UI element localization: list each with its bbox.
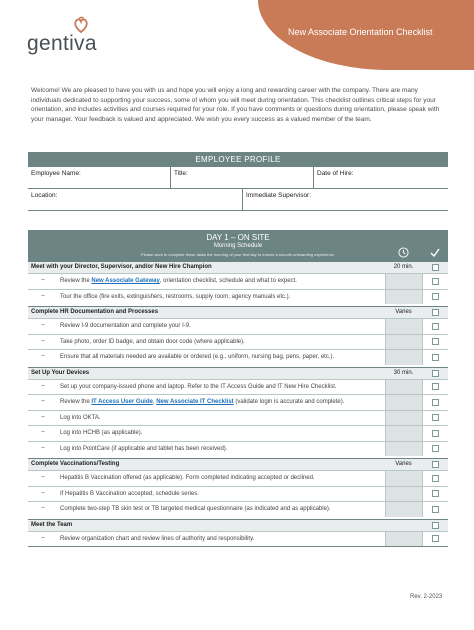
task-row — [28, 410, 448, 426]
task-checkbox[interactable] — [432, 490, 439, 497]
day1-checklist — [28, 230, 448, 547]
task-checkbox-cell — [422, 290, 448, 305]
task-text-part: , — [152, 399, 157, 405]
task-bullet: – — [41, 292, 45, 299]
task-checkbox-cell — [422, 335, 448, 350]
task-time-cell — [385, 380, 422, 395]
task-bullet: – — [41, 505, 45, 511]
section-title: Meet the Team — [31, 521, 73, 528]
section-checkbox[interactable] — [432, 461, 439, 468]
task-checkbox-cell — [422, 395, 448, 410]
task-checkbox[interactable] — [432, 278, 439, 285]
location-field[interactable]: Location: — [28, 189, 243, 210]
task-row — [28, 289, 448, 305]
section-row — [28, 519, 448, 531]
section-time: 30 min. — [393, 369, 414, 376]
day1-header — [28, 230, 448, 261]
task-checkbox-cell — [422, 442, 448, 457]
task-bullet: – — [41, 277, 45, 283]
task-checkbox[interactable] — [432, 414, 439, 421]
section-title: Meet with your Director, Supervisor, and/or New Hire Champion — [31, 264, 212, 270]
task-text: Log into PointCare (if applicable and tablet has been received). — [60, 445, 228, 452]
task-bullet: – — [41, 474, 45, 480]
task-bullet: – — [41, 382, 45, 389]
section-row — [28, 458, 448, 470]
task-bullet: – — [41, 444, 45, 451]
section-checkbox[interactable] — [432, 264, 439, 271]
task-checkbox[interactable] — [432, 399, 439, 406]
task-checkbox[interactable] — [432, 293, 439, 300]
section-checkbox-cell — [422, 520, 448, 531]
task-text: Review I-9 documentation and complete your I-9. — [60, 323, 191, 329]
task-checkbox[interactable] — [432, 430, 439, 437]
task-row — [28, 441, 448, 457]
task-time-cell — [385, 290, 422, 305]
task-row — [28, 349, 448, 365]
employee-profile-table — [28, 152, 448, 211]
task-bullet: – — [41, 398, 45, 404]
checkmark-icon — [430, 248, 440, 257]
title-field[interactable]: Title: — [171, 167, 314, 188]
day1-subtitle: Morning Schedule — [213, 243, 263, 249]
task-bullet: – — [41, 429, 45, 435]
task-time-cell — [385, 319, 422, 334]
section-row — [28, 261, 448, 273]
task-time-cell — [385, 426, 422, 441]
section-title: Complete HR Documentation and Processes — [31, 309, 159, 315]
task-text-part: Review the — [60, 399, 92, 405]
revision-label: Rev. 2-2023 — [410, 594, 443, 600]
task-link[interactable]: New Associate IT Checklist — [156, 399, 234, 405]
section-checkbox[interactable] — [432, 522, 439, 529]
task-checkbox[interactable] — [432, 383, 439, 390]
section-time: Varies — [395, 461, 412, 467]
task-time-cell — [385, 274, 422, 289]
task-time-cell — [385, 532, 422, 547]
task-text: Ensure that all materials needed are available or ordered (e.g., uniform, nursing bag, pens, paper, etc.). — [60, 354, 335, 360]
day1-title: DAY 1 – ON SITE — [206, 233, 270, 242]
clock-icon — [398, 247, 409, 258]
task-text: Hepatitis B Vaccination offered (as applicable). Form completed indicating accepted or declined. — [60, 475, 315, 481]
task-time-cell — [385, 442, 422, 457]
task-link[interactable]: New Associate Gateway — [91, 278, 160, 284]
task-text: Log into HCHB (as applicable). — [60, 430, 143, 436]
section-title: Set Up Your Devices — [31, 369, 90, 376]
task-checkbox-cell — [422, 471, 448, 486]
task-text-part: (validate login is accurate and complete). — [233, 399, 345, 405]
task-text: Take photo, order ID badge, and obtain door code (where applicable). — [60, 338, 245, 345]
task-text-part: , orientation checklist, schedule and what to expect. — [159, 278, 297, 284]
task-checkbox-cell — [422, 274, 448, 289]
task-checkbox[interactable] — [432, 506, 439, 513]
task-checkbox[interactable] — [432, 535, 439, 542]
task-checkbox-cell — [422, 411, 448, 426]
task-row — [28, 318, 448, 334]
task-checkbox-cell — [422, 532, 448, 547]
task-bullet: – — [41, 489, 45, 496]
task-row — [28, 273, 448, 289]
section-title: Complete Vaccinations/Testing — [31, 461, 120, 467]
task-text — [58, 274, 385, 289]
page-title: New Associate Orientation Checklist — [288, 27, 433, 37]
section-time: Varies — [395, 309, 412, 315]
task-row — [28, 501, 448, 517]
task-time-cell — [385, 487, 422, 502]
section-row — [28, 367, 448, 379]
task-text: Log into OKTA. — [60, 414, 101, 421]
task-bullet: – — [41, 337, 45, 344]
task-checkbox[interactable] — [432, 475, 439, 482]
section-time: 20 min. — [393, 264, 414, 270]
task-checkbox-cell — [422, 380, 448, 395]
task-bullet: – — [41, 322, 45, 328]
task-row — [28, 394, 448, 410]
task-bullet: – — [41, 353, 45, 359]
task-row — [28, 334, 448, 350]
employee-name-field[interactable]: Employee Name: — [28, 167, 171, 188]
task-text: Set up your company-issued phone and laptop. Refer to the IT Access Guide and IT New Hire Checklist. — [60, 383, 337, 390]
task-row — [28, 531, 448, 547]
task-checkbox[interactable] — [432, 445, 439, 452]
task-text: If Hepatitis B Vaccination accepted, schedule series. — [60, 490, 199, 497]
profile-row-2 — [28, 189, 448, 211]
immediate-supervisor-field[interactable]: Immediate Supervisor: — [246, 192, 312, 199]
task-time-cell — [385, 350, 422, 365]
task-bullet: – — [41, 534, 45, 541]
task-text — [58, 395, 385, 410]
date-of-hire-field[interactable]: Date of Hire: — [317, 170, 354, 177]
section-checkbox-cell — [422, 459, 448, 470]
task-time-cell — [385, 471, 422, 486]
task-link[interactable]: IT Access User Guide — [91, 399, 153, 405]
task-checkbox-cell — [422, 350, 448, 365]
profile-row-1 — [28, 167, 448, 189]
task-time-cell — [385, 411, 422, 426]
task-checkbox-cell — [422, 426, 448, 441]
task-time-cell — [385, 335, 422, 350]
checklist-sections — [28, 261, 448, 546]
task-checkbox-cell — [422, 502, 448, 517]
day1-note: Please work to complete these tasks the morning of your first day to ensure a smooth onboarding experience. — [141, 252, 335, 257]
section-time — [385, 520, 422, 531]
employee-profile-title: EMPLOYEE PROFILE — [28, 152, 448, 167]
section-checkbox-cell — [422, 307, 448, 318]
section-checkbox[interactable] — [432, 370, 439, 377]
task-checkbox-cell — [422, 319, 448, 334]
section-row — [28, 306, 448, 318]
task-checkbox[interactable] — [432, 323, 439, 330]
task-row — [28, 486, 448, 502]
task-bullet: – — [41, 413, 45, 420]
task-row — [28, 470, 448, 486]
task-checkbox[interactable] — [432, 354, 439, 361]
welcome-paragraph: Welcome! We are pleased to have you with us and hope you will enjoy a long and rewarding career with the company. There are many individuals dedicated to supporting your success, some of whom you will meet during orientation. This checklist outlines critical steps for your orientation, and includes activities and courses required for your role. If you have comments or questions during orientation, please speak with your manager. Your feedback is valued and appreciated. We wish you every success as a valued member of the team. — [31, 87, 440, 123]
task-text: Complete two-step TB skin test or TB targeted medical questionnaire (as indicated and as applicable). — [60, 506, 331, 512]
task-time-cell — [385, 395, 422, 410]
logo-wordmark: gentiva — [27, 32, 97, 55]
task-time-cell — [385, 502, 422, 517]
task-row — [28, 379, 448, 395]
task-row — [28, 425, 448, 441]
task-checkbox[interactable] — [432, 338, 439, 345]
task-text-part: Review the — [60, 278, 92, 284]
section-checkbox-cell — [422, 262, 448, 273]
task-text: Tour the office (fire exits, extinguishers, restrooms, supply room, agency manuals etc.). — [60, 293, 291, 300]
task-checkbox-cell — [422, 487, 448, 502]
section-checkbox[interactable] — [432, 309, 439, 316]
task-text: Review organization chart and review lines of authority and responsibility. — [60, 535, 255, 542]
section-checkbox-cell — [422, 368, 448, 379]
